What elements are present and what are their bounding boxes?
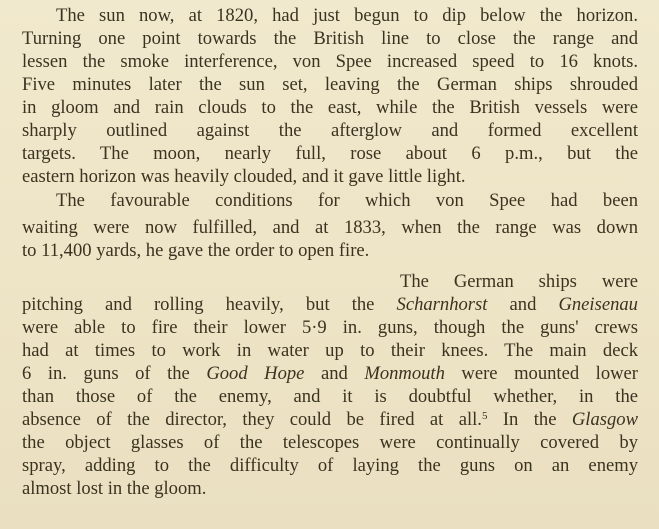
- para2-line3: to 11,400 yards, he gave the order to open fire.: [22, 240, 370, 261]
- para1-line2: Turning one point towards the British line to close the range and: [22, 28, 638, 49]
- para3-line7: [22, 408, 638, 432]
- para3-line5-text: 6 in. guns of the: [22, 363, 207, 384]
- para3-line7-in-the: In the: [487, 409, 572, 430]
- footnote-marker: 5: [481, 410, 488, 422]
- para3-line2: [22, 293, 638, 317]
- para3-line3: were able to fire their lower 5·9 in. guns, though the guns' crews: [22, 317, 638, 338]
- para1-line1: The sun now, at 1820, had just begun to dip below the horizon.: [56, 5, 638, 26]
- ship-name-gneisenau: Gneisenau: [558, 294, 638, 315]
- para1-line5: in gloom and rain clouds to the east, while the British vessels were: [22, 97, 638, 118]
- ship-name-scharnhorst: Scharnhorst: [396, 294, 488, 315]
- para3-line1: The German ships were: [400, 271, 638, 292]
- ship-name-monmouth: Monmouth: [364, 363, 445, 384]
- ship-name-good-hope: Good Hope: [206, 363, 305, 384]
- para3-line10: almost lost in the gloom.: [22, 478, 207, 499]
- para1-line4: Five minutes later the sun set, leaving the German ships shrouded: [22, 74, 638, 95]
- para3-line6: than those of the enemy, and it is doubtful whether, in the: [22, 386, 638, 407]
- para1-line3: lessen the smoke interference, von Spee increased speed to 16 knots.: [22, 51, 638, 72]
- para2-line2: waiting were now fulfilled, and at 1833, when the range was down: [22, 217, 638, 238]
- para3-line8: the object glasses of the telescopes were continually covered by: [22, 432, 638, 453]
- ship-name-glasgow: Glasgow: [571, 409, 638, 430]
- para3-line4: had at times to work in water up to their knees. The main deck: [22, 340, 638, 361]
- para1-line6: sharply outlined against the afterglow and formed excellent: [22, 120, 638, 141]
- para3-line9: spray, adding to the difficulty of laying the guns on an enemy: [22, 455, 638, 476]
- para3-line2-and: and: [487, 294, 559, 315]
- para2-line1: The favourable conditions for which von Spee had been: [56, 190, 638, 211]
- para3-line5-rest: were mounted lower: [444, 363, 638, 384]
- para3-line5: [22, 362, 638, 386]
- para1-line7: targets. The moon, nearly full, rose about 6 p.m., but the: [22, 143, 638, 164]
- para3-line5-and: and: [304, 363, 365, 384]
- para1-line8: eastern horizon was heavily clouded, and it gave little light.: [22, 166, 466, 187]
- para3-line2-text: pitching and rolling heavily, but the: [22, 294, 397, 315]
- para3-line7-text: absence of the director, they could be fired at all.: [22, 409, 482, 430]
